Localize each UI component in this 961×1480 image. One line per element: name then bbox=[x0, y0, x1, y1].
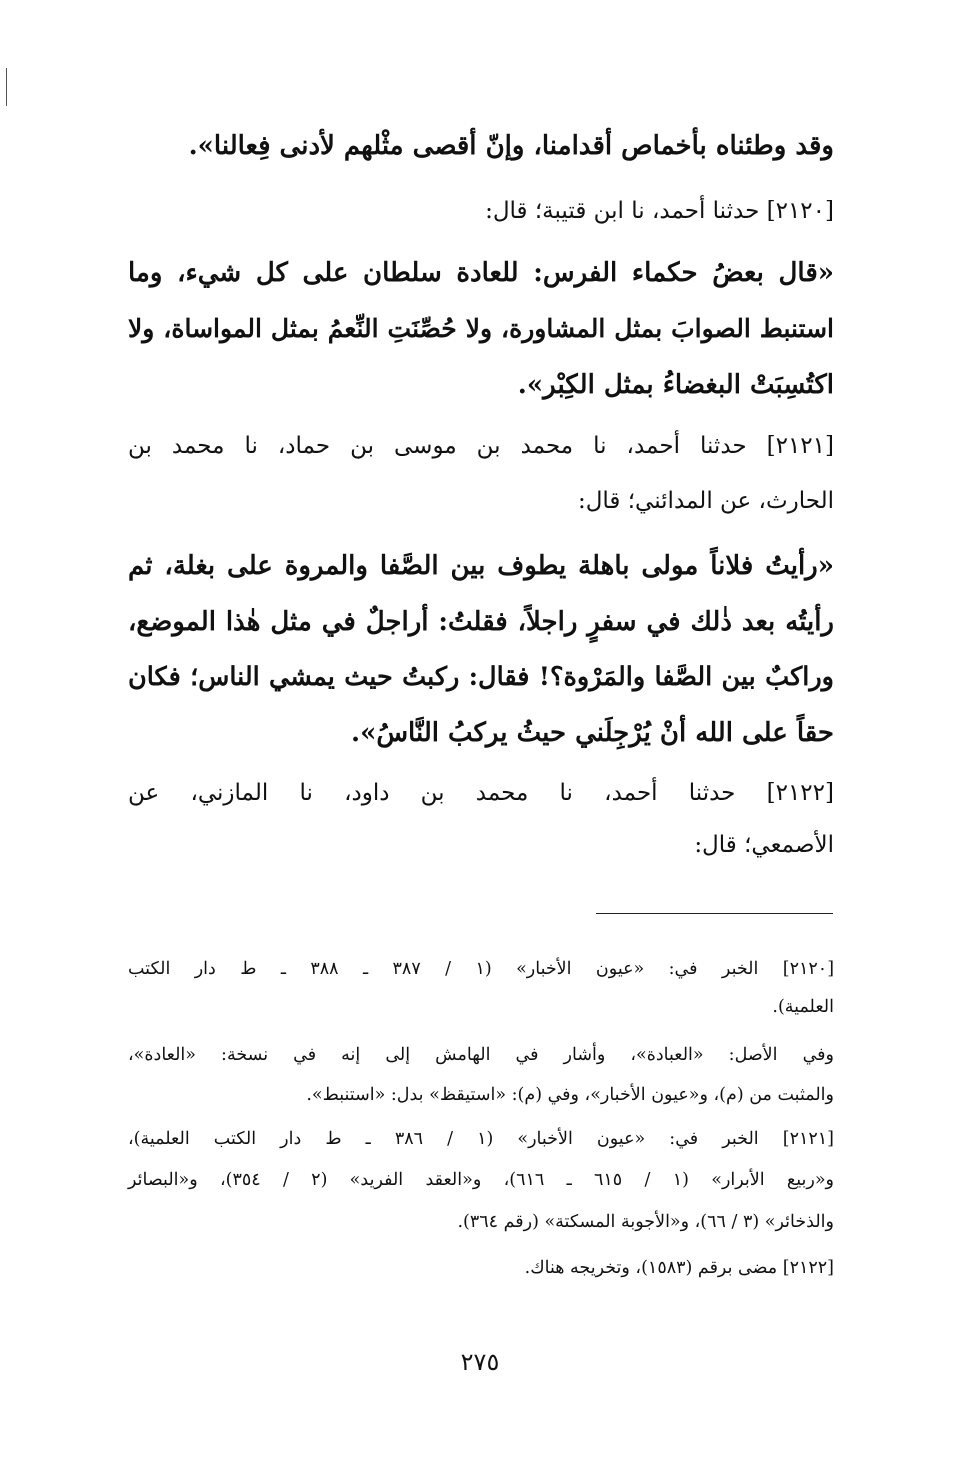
footnote-line: و«ربيع الأبرار» (١ / ٦١٥ ـ ٦١٦)، و«العقد الفريد» (٢ / ٣٥٤)، و«البصائر bbox=[128, 1170, 834, 1190]
text-line: اكتُسِبَتْ البغضاءُ بمثل الكِبْر». bbox=[517, 370, 834, 400]
text-line: «رأيتُ فلاناً مولى باهلة يطوف بين الصَّفا والمروة على بغلة، ثم bbox=[128, 551, 834, 581]
footnote-line: وفي الأصل: «العبادة»، وأشار في الهامش إلى إنه في نسخة: «العادة»، bbox=[128, 1045, 834, 1065]
narration-line: الأصمعي؛ قال: bbox=[694, 832, 834, 858]
text-line: وقد وطئناه بأخماص أقدامنا، وإنّ أقصى مثْلهم لأدنى فِعالنا». bbox=[188, 131, 834, 161]
narration-line: [٢١٢١] حدثنا أحمد، نا محمد بن موسى بن حماد، نا محمد بن bbox=[128, 433, 834, 459]
footnote-line: والذخائر» (٣ / ٦٦)، و«الأجوبة المسكتة» (رقم ٣٦٤). bbox=[457, 1212, 834, 1232]
page-number: ٢٧٥ bbox=[460, 1348, 500, 1376]
text-line: «قال بعضُ حكماء الفرس: للعادة سلطان على كل شيء، وما bbox=[128, 258, 834, 288]
footnote-line: [٢١٢١] الخبر في: «عيون الأخبار» (١ / ٣٨٦ ـ ط دار الكتب العلمية)، bbox=[128, 1129, 834, 1149]
margin-mark bbox=[6, 68, 9, 106]
footnote-line: العلمية). bbox=[772, 997, 834, 1017]
text-line: رأيتُه بعد ذٰلك في سفرٍ راجلاً، فقلتُ: أراجلٌ في مثل هٰذا الموضع، bbox=[128, 607, 834, 637]
text-line: حقاً على الله أنْ يُرْجِلَني حيثُ يركبُ النَّاسُ». bbox=[351, 718, 834, 748]
text-line: وراكبٌ بين الصَّفا والمَرْوة؟! فقال: ركبتُ حيث يمشي الناس؛ فكان bbox=[128, 662, 834, 692]
narration-line: [٢١٢٠] حدثنا أحمد، نا ابن قتيبة؛ قال: bbox=[485, 198, 834, 224]
narration-line: [٢١٢٢] حدثنا أحمد، نا محمد بن داود، نا المازني، عن bbox=[128, 780, 834, 806]
footnote-line: [٢١٢٢] مضى برقم (١٥٨٣)، وتخريجه هناك. bbox=[524, 1258, 834, 1278]
footnote-line: والمثبت من (م)، و«عيون الأخبار»، وفي (م): «استيقظ» بدل: «استنبط». bbox=[306, 1085, 834, 1105]
footnote-separator bbox=[596, 913, 833, 914]
footnote-line: [٢١٢٠] الخبر في: «عيون الأخبار» (١ / ٣٨٧ ـ ٣٨٨ ـ ط دار الكتب bbox=[128, 959, 835, 979]
narration-line: الحارث، عن المدائني؛ قال: bbox=[577, 488, 834, 514]
text-line: استنبط الصوابَ بمثل المشاورة، ولا حُصِّنَتِ النِّعمُ بمثل المواساة، ولا bbox=[128, 314, 834, 343]
